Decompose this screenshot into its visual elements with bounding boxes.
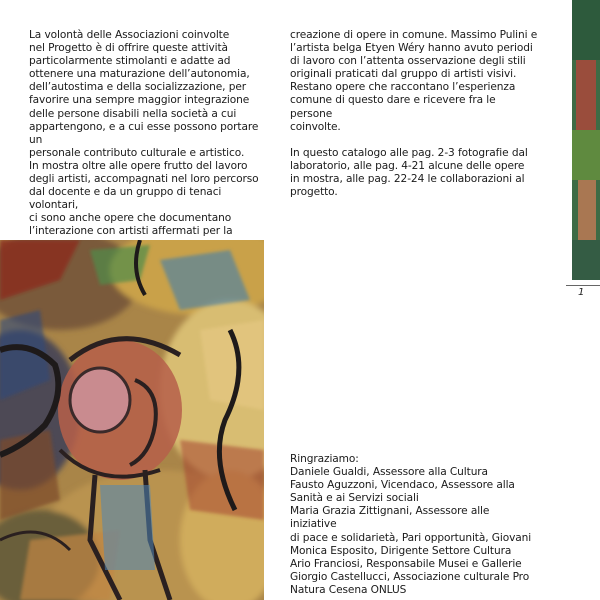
artwork-painting: [0, 240, 264, 600]
text-line: La volontà delle Associazioni coinvolte: [29, 29, 230, 41]
text-line: dell’autostima e della socializzazione, per: [29, 81, 247, 94]
acknowledgement-line: Fausto Aguzzoni, Vicendaco, Assessore alla: [290, 479, 515, 492]
acknowledgement-line: di pace e solidarietà, Pari opportunità, Giovani: [290, 531, 532, 544]
text-line: appartengono, e a cui esse possono portare un: [29, 120, 259, 146]
text-line: originali praticati dal gruppo di artisti visivi.: [290, 68, 517, 81]
text-line: ottenere una maturazione dell’autonomia,: [29, 68, 250, 81]
facing-page-artwork: [572, 0, 600, 280]
acknowledgement-line: Ario Franciosi, Responsabile Musei e Gallerie: [290, 557, 522, 570]
text-line: l’artista belga Etyen Wéry hanno avuto periodi: [290, 42, 533, 55]
text-line: personale contributo culturale e artistico.: [29, 146, 245, 159]
text-line: dal docente e da un gruppo di tenaci volontari,: [29, 186, 222, 212]
acknowledgement-line: Daniele Gualdi, Assessore alla Cultura: [290, 466, 488, 479]
page-number-rule: [566, 285, 600, 286]
acknowledgements-heading: Ringraziamo:: [290, 453, 359, 465]
acknowledgement-line: Maria Grazia Zittignani, Assessore alle iniziative: [290, 505, 490, 531]
acknowledgement-line: Monica Esposito, Dirigente Settore Cultura: [290, 544, 512, 557]
middle-text-column: [290, 29, 538, 199]
acknowledgement-line: Sanità e ai Servizi sociali: [290, 492, 419, 505]
text-line: Restano opere che raccontano l’esperienza: [290, 81, 516, 94]
text-line: delle persone disabili nella società a cui: [29, 107, 237, 120]
left-text-column: [29, 29, 267, 239]
text-line: di lavoro con l’attenta osservazione degli stili: [290, 55, 526, 68]
collaboration-paragraph: [290, 29, 538, 134]
text-line: particolarmente stimolanti e adatte ad: [29, 55, 231, 68]
acknowledgements: [290, 453, 538, 597]
artwork-illustration: [0, 240, 264, 600]
text-line: coinvolte.: [290, 120, 341, 133]
text-line: ci sono anche opere che documentano: [29, 212, 232, 225]
text-line: degli artisti, accompagnati nel loro percorso: [29, 173, 259, 186]
text-line: favorire una sempre maggior integrazione: [29, 94, 250, 107]
exhibition-paragraph: [29, 160, 267, 239]
text-line: nel Progetto è di offrire queste attività: [29, 42, 228, 55]
text-line: l’interazione con artisti affermati per la: [29, 225, 233, 238]
page-number: 1: [578, 287, 585, 298]
paragraph-gap: [290, 134, 538, 147]
facing-artwork-illustration: [572, 0, 600, 280]
text-line: laboratorio, alle pag. 4-21 alcune delle opere: [290, 159, 525, 172]
text-line: In questo catalogo alle pag. 2-3 fotografie dal: [290, 146, 528, 159]
text-line: comune di questo dare e ricevere fra le persone: [290, 94, 496, 120]
text-line: in mostra, alle pag. 22-24 le collaborazioni al: [290, 172, 525, 185]
acknowledgement-line: Natura Cesena ONLUS: [290, 583, 407, 596]
catalogue-paragraph: [290, 147, 538, 199]
text-line: progetto.: [290, 186, 338, 199]
acknowledgement-line: Giorgio Castellucci, Associazione culturale Pro: [290, 570, 530, 583]
text-line: In mostra oltre alle opere frutto del lavoro: [29, 159, 248, 172]
text-line: creazione di opere in comune. Massimo Pulini e: [290, 29, 538, 41]
intro-paragraph: [29, 29, 267, 160]
